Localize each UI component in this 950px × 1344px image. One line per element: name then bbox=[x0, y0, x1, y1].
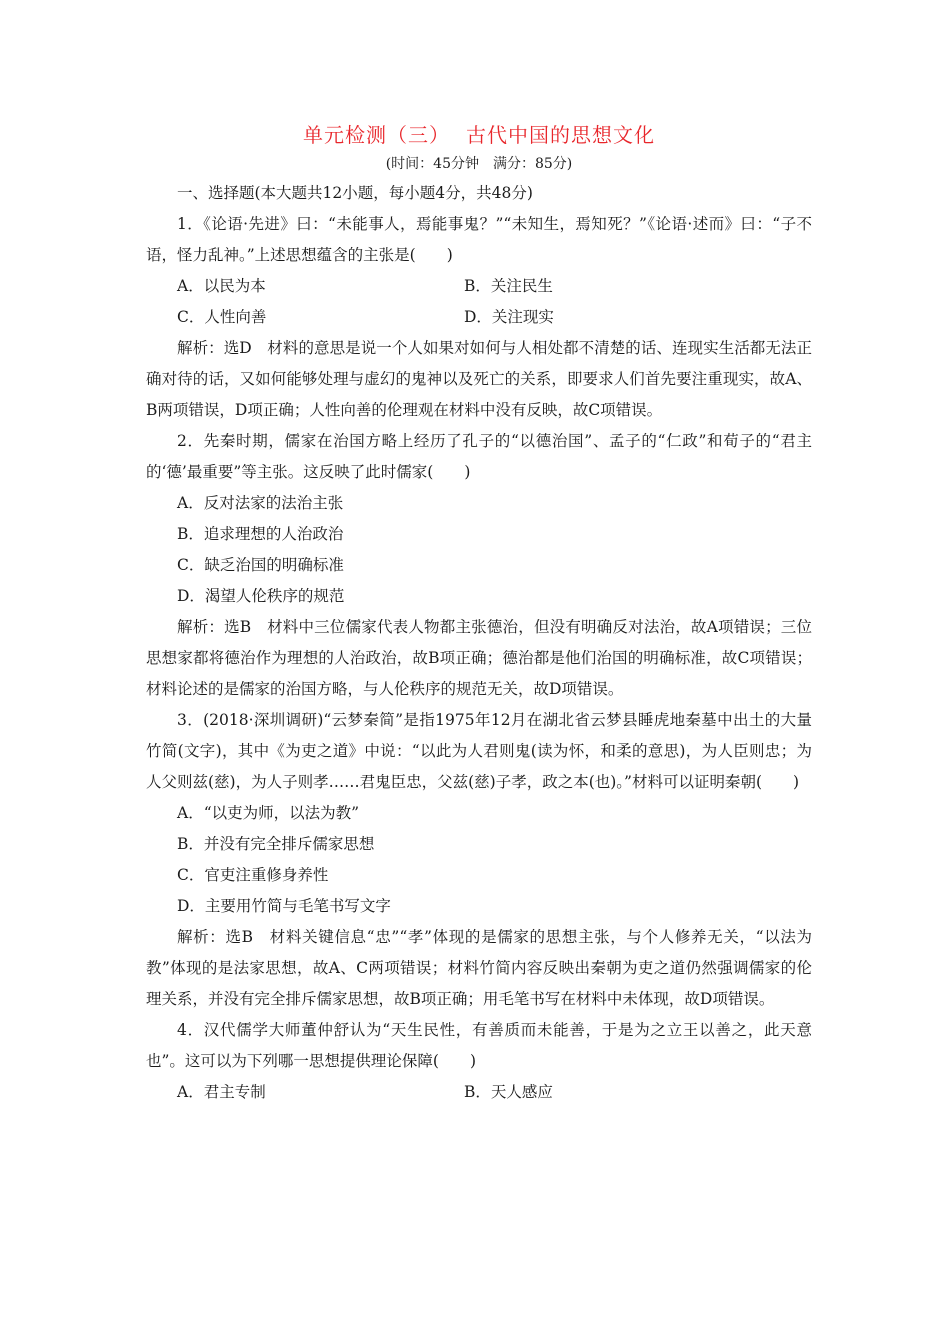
title-part-1: 单元检测（三） bbox=[303, 123, 450, 147]
question-4-option-a: A．君主专制 bbox=[177, 1083, 266, 1101]
question-1-options-row-1 bbox=[146, 271, 812, 302]
question-3-option-b: B．并没有完全排斥儒家思想 bbox=[177, 835, 375, 853]
question-2-option-a: A．反对法家的法治主张 bbox=[177, 494, 344, 512]
question-2-option-c: C．缺乏治国的明确标准 bbox=[177, 556, 344, 574]
document-title bbox=[146, 118, 812, 152]
question-1-options-row-2 bbox=[146, 302, 812, 333]
question-1-option-a: A．以民为本 bbox=[177, 277, 266, 295]
question-1-analysis: 解析：选D 材料的意思是说一个人如果对如何与人相处都不清楚的话、连现实生活都无法正确对待的话，又如何能够处理与虚幻的鬼神以及死亡的关系，即要求人们首先要注重现实，故A、B两项错误，D项正确；人性向善的伦理观在材料中没有反映，故C项错误。 bbox=[146, 339, 812, 419]
title-part-2: 古代中国的思想文化 bbox=[466, 123, 655, 147]
question-4-options-row-1 bbox=[146, 1077, 812, 1108]
question-3-analysis: 解析：选B 材料关键信息“忠”“孝”体现的是儒家的思想主张，与个人修养无关，“以法为教”体现的是法家思想，故A、C两项错误；材料竹简内容反映出秦朝为吏之道仍然强调儒家的伦理关系，并没有完全排斥儒家思想，故B项正确；用毛笔书写在材料中未体现，故D项错误。 bbox=[146, 928, 812, 1008]
question-2-stem: 2．先秦时期，儒家在治国方略上经历了孔子的“以德治国”、孟子的“仁政”和荀子的“君主的‘德’最重要”等主张。这反映了此时儒家( ) bbox=[146, 432, 812, 481]
question-1-stem: 1．《论语·先进》曰：“未能事人，焉能事鬼？”“未知生，焉知死？”《论语·述而》曰：“子不语，怪力乱神。”上述思想蕴含的主张是( ) bbox=[146, 215, 812, 264]
question-1-option-b: B．关注民生 bbox=[464, 277, 553, 295]
document-subtitle: (时间：45分钟 满分：85分) bbox=[385, 156, 573, 172]
question-2-analysis: 解析：选B 材料中三位儒家代表人物都主张德治，但没有明确反对法治，故A项错误；三位思想家都将德治作为理想的人治政治，故B项正确；德治都是他们治国的明确标准，故C项错误；材料论述的是儒家的治国方略，与人伦秩序的规范无关，故D项错误。 bbox=[146, 618, 812, 698]
question-3-option-a: A．“以吏为师，以法为教” bbox=[177, 804, 360, 822]
section-heading: 一、选择题(本大题共12小题，每小题4分，共48分) bbox=[177, 184, 533, 202]
question-4-option-b: B．天人感应 bbox=[464, 1083, 553, 1101]
question-3-stem: 3．(2018·深圳调研)“云梦秦简”是指1975年12月在湖北省云梦县睡虎地秦墓中出土的大量竹简(文字)，其中《为吏之道》中说：“以此为人君则鬼(读为怀，和柔的意思)，为人臣则忠；为人父则兹(慈)，为人子则孝……君鬼臣忠，父兹(慈)子孝，政之本(也)。”材料可以证明秦朝( ) bbox=[146, 711, 812, 791]
question-1-option-c: C．人性向善 bbox=[177, 308, 267, 326]
question-3-option-c: C．官吏注重修身养性 bbox=[177, 866, 329, 884]
question-3-option-d: D．主要用竹简与毛笔书写文字 bbox=[177, 897, 391, 915]
question-2-option-d: D．渴望人伦秩序的规范 bbox=[177, 587, 345, 605]
question-4-stem: 4．汉代儒学大师董仲舒认为“天生民性，有善质而未能善，于是为之立王以善之，此天意也”。这可以为下列哪一思想提供理论保障( ) bbox=[146, 1021, 812, 1070]
document-page bbox=[146, 118, 812, 1108]
question-1-option-d: D．关注现实 bbox=[464, 308, 554, 326]
question-2-option-b: B．追求理想的人治政治 bbox=[177, 525, 344, 543]
